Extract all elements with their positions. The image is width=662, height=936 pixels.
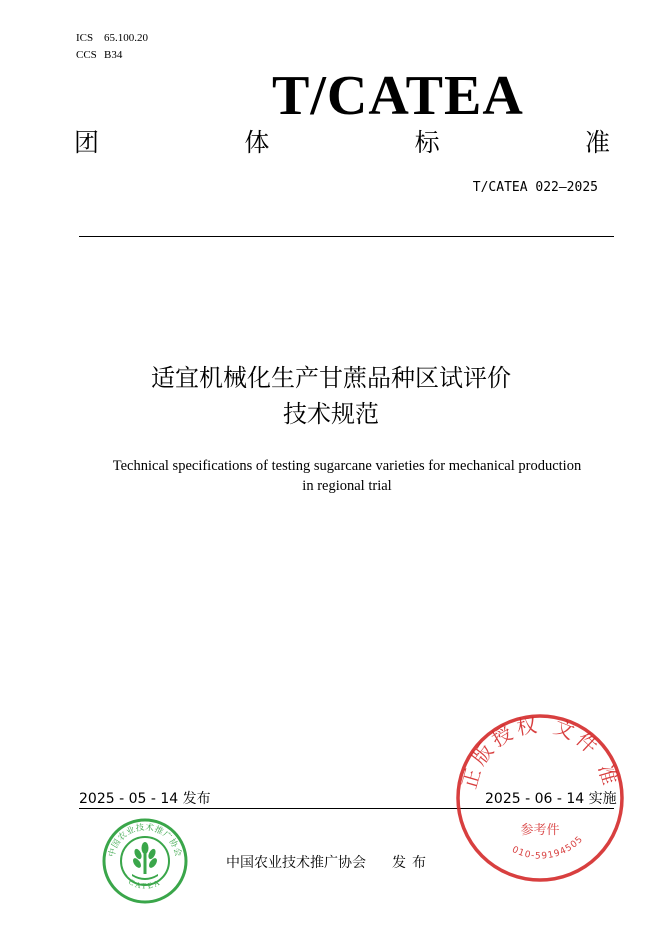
title-english-line-1: Technical specifications of testing sugarcane varieties for mechanical production — [112, 458, 582, 474]
seal-ring-text: 正版授权 文件 准 — [456, 712, 624, 792]
standard-type-char: 团 — [74, 128, 100, 157]
header-divider — [79, 236, 614, 237]
title-chinese — [0, 360, 662, 432]
standard-type-char: 体 — [244, 128, 270, 157]
issue-label: 发布 — [392, 855, 432, 871]
title-chinese-line-1: 适宜机械化生产甘蔗品种区试评价 — [151, 364, 511, 392]
standard-type-char: 标 — [414, 128, 440, 157]
seal-phone-text: 010-59194505 — [510, 834, 586, 862]
publish-date: 2025 - 05 - 14 发布 — [79, 791, 211, 807]
standard-type — [74, 128, 610, 158]
wheat-icon — [131, 842, 158, 880]
title-chinese-line-2: 技术规范 — [283, 400, 379, 428]
standard-number: T/CATEA 022—2025 — [472, 180, 598, 195]
stamp-seal-icon — [454, 712, 626, 884]
seal-center-text: 参考件 — [520, 823, 560, 838]
brand-title: T/CATEA — [272, 65, 524, 127]
organization-name: 中国农业技术推广协会 — [226, 855, 366, 871]
issuing-organization — [226, 854, 432, 872]
title-english-line-2: in regional trial — [302, 478, 392, 494]
logo-abbr: CATEA — [127, 877, 163, 891]
title-english — [70, 456, 624, 496]
ccs-label: CCS — [76, 49, 97, 61]
logo-ring-text: 中国农业技术推广协会 — [107, 822, 183, 859]
svg-text:正版授权 文件 准 — [457, 712, 623, 791]
standard-type-char: 准 — [584, 128, 610, 157]
catea-logo-icon — [102, 818, 188, 904]
ics-value: 65.100.20 — [104, 32, 148, 44]
ics-label: ICS — [76, 32, 94, 44]
ccs-code — [76, 48, 122, 62]
svg-text:010-59194505 — [510, 834, 585, 861]
ics-code — [76, 31, 148, 45]
ccs-value: B34 — [104, 49, 123, 61]
implement-date: 2025 - 06 - 14 实施 — [485, 791, 617, 807]
